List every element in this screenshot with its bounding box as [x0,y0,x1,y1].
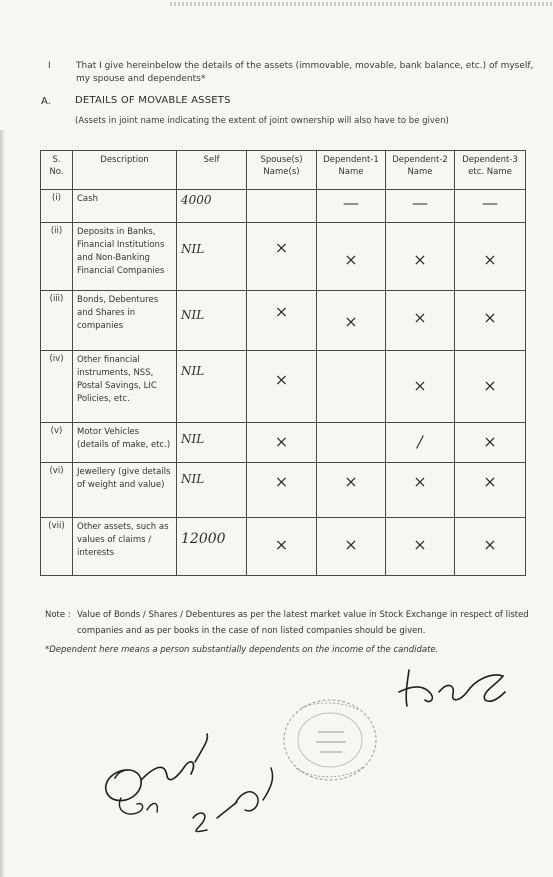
row-dependent-2 [386,291,455,351]
handwritten-mark: × [413,376,427,395]
row-dependent-3 [455,291,526,351]
table-row [41,518,526,576]
table-row [41,223,526,291]
candidate-signature [395,662,510,712]
table-row [41,463,526,518]
row-dependent-2 [386,518,455,576]
header-dependent-1: Dependent-1 Name [317,151,386,190]
scan-edge-shadow [0,130,5,877]
handwritten-value: NIL [181,472,205,486]
handwritten-mark: — [412,193,428,212]
movable-assets-table [40,150,526,576]
row-spouse [247,351,317,423]
row-dependent-3 [455,423,526,463]
row-dependent-2 [386,463,455,518]
row-self [177,190,247,223]
handwritten-mark: × [413,535,427,554]
handwritten-mark: × [344,535,358,554]
row-spouse [247,423,317,463]
row-self [177,291,247,351]
handwritten-mark: × [413,308,427,327]
handwritten-mark: × [483,472,497,491]
section-title: DETAILS OF MOVABLE ASSETS [75,95,231,106]
row-self [177,518,247,576]
row-dependent-1 [317,423,386,463]
scan-artifact [170,2,553,6]
attesting-signature [85,722,285,842]
row-dependent-1 [317,518,386,576]
handwritten-mark: × [413,250,427,269]
handwritten-mark: / [417,432,423,451]
intro-text: That I give hereinbelow the details of the assets (immovable, movable, bank balance, etc.) of myself, my spouse and dependents* [76,61,534,84]
table-row [41,190,526,223]
handwritten-mark: × [274,238,289,257]
handwritten-value: NIL [181,364,205,378]
official-seal-stamp [272,688,382,788]
row-sno: (vii) [41,518,73,576]
row-dependent-3 [455,223,526,291]
handwritten-mark: × [483,250,497,269]
row-sno: (iii) [41,291,73,351]
handwritten-value: NIL [181,308,205,322]
row-sno: (i) [41,190,73,223]
intro-number: I [48,61,51,71]
handwritten-mark: × [483,376,497,395]
row-spouse [247,291,317,351]
row-self [177,223,247,291]
handwritten-mark: × [344,250,358,269]
note-text: Value of Bonds / Shares / Debentures as per the latest market value in Stock Exchange in respect of listed companies and as per books in the case of non listed companies should be given. [77,610,529,636]
row-description: Other assets, such as values of claims / interests [73,518,177,576]
section-subtitle: (Assets in joint name indicating the extent of joint ownership will also have to be given) [75,116,449,126]
row-self [177,351,247,423]
row-spouse [247,223,317,291]
handwritten-mark: × [274,432,289,451]
row-self [177,463,247,518]
row-description: Bonds, Debentures and Shares in companies [73,291,177,351]
note-label: Note : [45,610,71,620]
footnote: *Dependent here means a person substantially dependents on the income of the candidate. [45,645,439,655]
row-description: Other financial instruments, NSS, Postal Savings, LIC Policies, etc. [73,351,177,423]
table-row [41,351,526,423]
table-row [41,291,526,351]
row-dependent-1 [317,463,386,518]
handwritten-mark: × [483,432,497,451]
row-dependent-3 [455,351,526,423]
row-dependent-2 [386,423,455,463]
row-dependent-2 [386,351,455,423]
row-description: Motor Vehicles (details of make, etc.) [73,423,177,463]
row-spouse [247,463,317,518]
row-description: Jewellery (give details of weight and value) [73,463,177,518]
row-sno: (vi) [41,463,73,518]
header-dependent-2: Dependent-2 Name [386,151,455,190]
row-sno: (v) [41,423,73,463]
handwritten-mark: × [274,535,289,554]
row-dependent-1 [317,190,386,223]
row-sno: (iv) [41,351,73,423]
row-sno: (ii) [41,223,73,291]
handwritten-mark: × [344,472,358,491]
row-description: Cash [73,190,177,223]
handwritten-mark: × [483,535,497,554]
row-dependent-1 [317,291,386,351]
handwritten-value: NIL [181,432,205,446]
handwritten-mark: × [274,472,289,491]
header-self: Self [177,151,247,190]
table-row [41,423,526,463]
row-dependent-1 [317,351,386,423]
handwritten-mark: × [483,308,497,327]
handwritten-mark: × [274,302,289,321]
row-dependent-3 [455,190,526,223]
header-spouse: Spouse(s) Name(s) [247,151,317,190]
row-description: Deposits in Banks, Financial Institutions and Non-Banking Financial Companies [73,223,177,291]
header-description: Description [73,151,177,190]
handwritten-mark: — [343,193,359,212]
row-dependent-1 [317,223,386,291]
handwritten-value: 12000 [181,531,226,547]
handwritten-mark: — [482,193,498,212]
handwritten-value: NIL [181,242,205,256]
header-dependent-3: Dependent-3 etc. Name [455,151,526,190]
handwritten-mark: × [344,312,358,331]
table-header-row [41,151,526,190]
row-spouse [247,190,317,223]
handwritten-mark: × [413,472,427,491]
row-spouse [247,518,317,576]
header-sno: S. No. [41,151,73,190]
row-dependent-3 [455,518,526,576]
row-dependent-2 [386,190,455,223]
handwritten-mark: × [274,370,289,389]
row-self [177,423,247,463]
row-dependent-2 [386,223,455,291]
row-dependent-3 [455,463,526,518]
section-letter: A. [41,96,51,107]
handwritten-value: 4000 [181,193,212,207]
